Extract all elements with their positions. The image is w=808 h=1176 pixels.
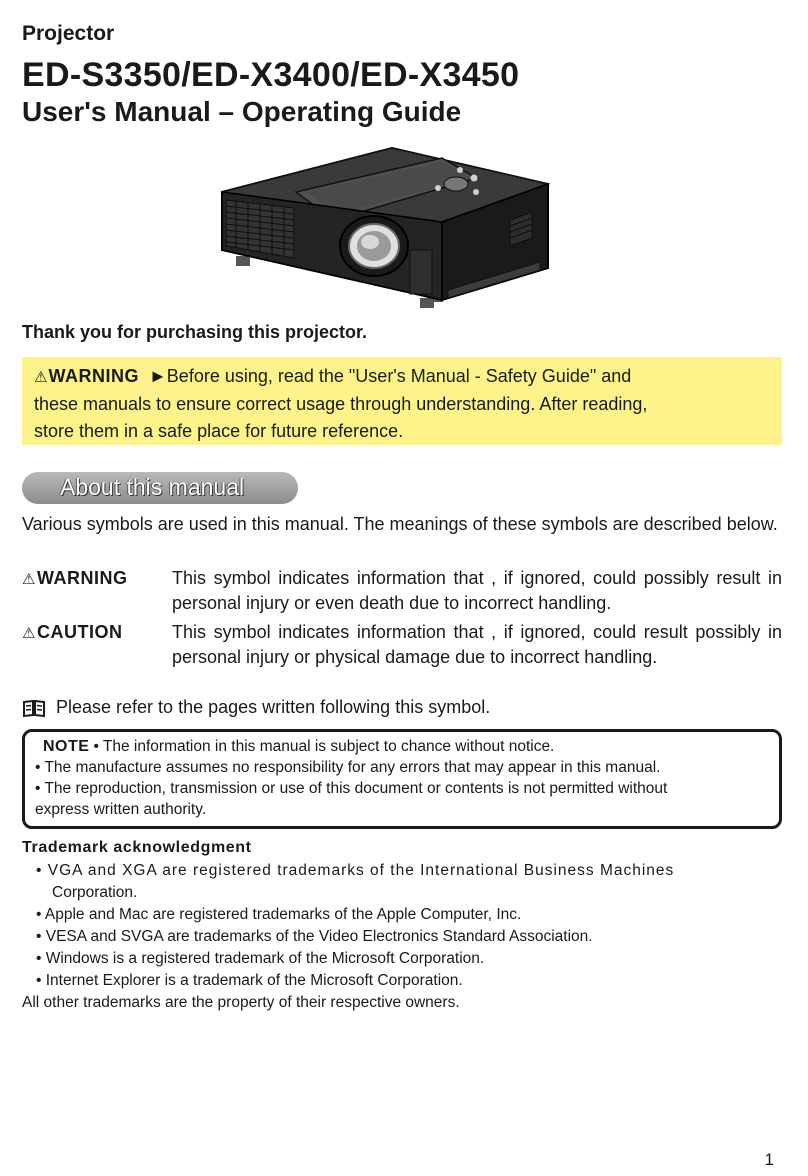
note-title: NOTE <box>43 738 90 755</box>
page-number: 1 <box>764 1150 774 1169</box>
book-icon <box>22 699 46 717</box>
trademark-item: • VESA and SVGA are trademarks of the Video Electronics Standard Association. <box>36 928 593 945</box>
warning-line: Before using, read the "User's Manual - Safety Guide" and <box>166 366 632 386</box>
warning-line: these manuals to ensure correct usage through understanding. After reading, <box>34 394 648 414</box>
projector-image <box>210 138 580 314</box>
note-box <box>22 729 782 829</box>
trademark-item: • Internet Explorer is a trademark of the Microsoft Corporation. <box>36 972 463 989</box>
trademark-item: • VGA and XGA are registered trademarks of the International Business Machines <box>36 862 675 879</box>
symbol-caution-row <box>22 620 782 695</box>
pointer-icon: ► <box>148 366 167 386</box>
section-heading-pill <box>22 472 298 504</box>
manual-subtitle: User's Manual – Operating Guide <box>22 96 462 127</box>
section-title: About this manual <box>60 474 245 500</box>
trademark-list <box>22 860 782 1014</box>
trademark-item-continuation: Corporation. <box>52 884 138 901</box>
symbol-label: WARNING <box>36 568 128 588</box>
page-reference-row <box>22 695 490 720</box>
trademark-heading: Trademark acknowledgment <box>22 839 252 856</box>
symbol-description: This symbol indicates information that , if ignored, could result possibly in personal injury or physical damage due to incorrect handling. <box>172 622 782 667</box>
note-line: • The reproduction, transmission or use of this document or contents is not permitted without <box>35 780 668 797</box>
warning-label: WARNING <box>48 366 139 386</box>
product-category: Projector <box>22 22 115 45</box>
warning-callout <box>22 357 782 445</box>
trademark-footer: All other trademarks are the property of their respective owners. <box>22 994 460 1011</box>
reference-text: Please refer to the pages written following this symbol. <box>56 697 491 717</box>
caution-icon: ⚠ <box>22 625 36 642</box>
trademark-item: • Windows is a registered trademark of the Microsoft Corporation. <box>36 950 485 967</box>
note-line: • The information in this manual is subject to chance without notice. <box>93 738 555 755</box>
trademark-item: • Apple and Mac are registered trademarks of the Apple Computer, Inc. <box>36 906 522 923</box>
model-title: ED-S3350/ED-X3400/ED-X3450 <box>22 56 520 94</box>
warning-icon: ⚠ <box>34 369 48 386</box>
symbol-warning-row <box>22 566 782 616</box>
warning-line: store them in a safe place for future reference. <box>34 421 404 441</box>
symbol-label: CAUTION <box>36 622 123 642</box>
intro-paragraph: Various symbols are used in this manual. The meanings of these symbols are described below. <box>22 514 778 534</box>
warning-icon: ⚠ <box>22 571 36 588</box>
note-line: • The manufacture assumes no responsibility for any errors that may appear in this manual. <box>35 759 661 776</box>
note-line: express written authority. <box>35 801 207 818</box>
thank-you-text: Thank you for purchasing this projector. <box>22 322 368 342</box>
symbol-description: This symbol indicates information that , if ignored, could possibly result in personal injury or even death due to incorrect handling. <box>172 568 782 613</box>
